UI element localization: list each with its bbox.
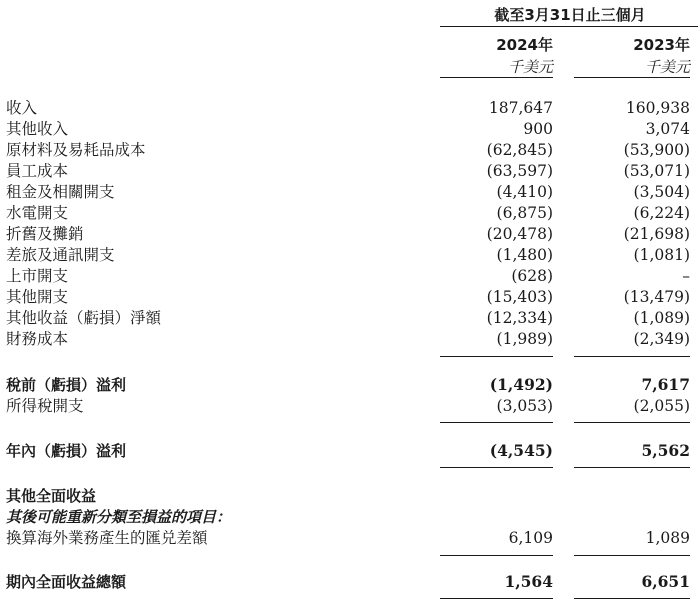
- row-label-materials: 原材料及易耗品成本: [6, 141, 146, 159]
- row-value-2023: (1,089): [633, 309, 690, 327]
- row-value-2023: (13,479): [623, 288, 690, 306]
- row-label-finance-costs: 財務成本: [6, 330, 69, 348]
- row-label-other-income: 其他收入: [6, 120, 69, 138]
- subtotal-line-2023: [574, 356, 690, 357]
- row-value-2023: (3,504): [633, 183, 690, 201]
- row-value-2023: 160,938: [625, 99, 690, 117]
- row-label-pretax: 稅前（虧損）溢利: [6, 376, 127, 394]
- row-value-2023: (1,081): [633, 246, 690, 264]
- row-value-2024: (15,403): [486, 288, 553, 306]
- row-value-2023: 1,089: [645, 529, 690, 547]
- row-label-income-tax: 所得稅開支: [6, 397, 84, 415]
- row-label-other-gains: 其他收益（虧損）淨額: [6, 309, 162, 327]
- row-value-2023: (6,224): [633, 204, 690, 222]
- header-divider: [440, 26, 698, 27]
- row-value-2024: (1,492): [489, 375, 553, 394]
- row-value-2024: 1,564: [504, 572, 553, 591]
- row-value-2024: (1,480): [496, 246, 553, 264]
- subtotal-line-2024: [440, 555, 553, 556]
- row-label-staff-costs: 員工成本: [6, 162, 69, 180]
- row-value-2023: (21,698): [623, 225, 690, 243]
- row-value-2024: (12,334): [486, 309, 553, 327]
- row-label-travel: 差旅及通訊開支: [6, 246, 115, 264]
- subtotal-line-2023: [574, 422, 690, 423]
- row-label-rent: 租金及相關開支: [6, 183, 115, 201]
- row-value-2024: (628): [511, 267, 553, 285]
- row-label-listing: 上市開支: [6, 267, 69, 285]
- row-value-2024: (4,410): [496, 183, 553, 201]
- row-value-2023: (2,349): [633, 330, 690, 348]
- row-value-2023: 3,074: [645, 120, 690, 138]
- row-value-2024: (3,053): [496, 397, 553, 415]
- row-value-2023: 5,562: [641, 441, 690, 460]
- col-2024-year: 2024年: [496, 36, 553, 54]
- row-value-2023: (53,900): [623, 141, 690, 159]
- row-value-2024: (20,478): [486, 225, 553, 243]
- final-line-2024: [440, 598, 553, 599]
- row-value-2024: (1,989): [496, 330, 553, 348]
- total-line-2024: [440, 467, 553, 468]
- row-value-2024: (63,597): [486, 162, 553, 180]
- subtotal-line-2024: [440, 422, 553, 423]
- period-header: 截至3月31日止三個月: [494, 6, 646, 24]
- unit-underline-2024: [440, 77, 553, 78]
- row-label-depreciation: 折舊及攤銷: [6, 225, 84, 243]
- row-value-2024: 187,647: [488, 99, 553, 117]
- row-label-revenue: 收入: [6, 99, 38, 117]
- row-value-2023: (2,055): [633, 397, 690, 415]
- final-line-2023: [574, 598, 690, 599]
- row-value-2024: (6,875): [496, 204, 553, 222]
- row-label-reclass-heading: 其後可能重新分類至損益的項目：: [6, 508, 232, 526]
- unit-underline-2023: [574, 77, 690, 78]
- subtotal-line-2023: [574, 555, 690, 556]
- row-label-exchange-diff: 換算海外業務產生的匯兑差額: [6, 529, 208, 547]
- row-value-2024: (4,545): [489, 441, 553, 460]
- subtotal-line-2024: [440, 356, 553, 357]
- row-value-2024: (62,845): [486, 141, 553, 159]
- row-label-oci-heading: 其他全面收益: [6, 487, 97, 505]
- col-2023-unit: 千美元: [644, 58, 690, 76]
- total-line-2023: [574, 467, 690, 468]
- col-2024-unit: 千美元: [507, 58, 553, 76]
- row-label-total-ci: 期內全面收益總額: [6, 573, 127, 591]
- row-label-year-profit: 年內（虧損）溢利: [6, 442, 127, 460]
- row-label-utilities: 水電開支: [6, 204, 69, 222]
- row-value-2023: 6,651: [641, 572, 690, 591]
- col-2023-year: 2023年: [633, 36, 690, 54]
- row-value-2023: 7,617: [641, 375, 690, 394]
- row-value-2024: 6,109: [508, 529, 553, 547]
- row-label-other-expenses: 其他開支: [6, 288, 69, 306]
- row-value-2023: –: [682, 267, 690, 285]
- row-value-2023: (53,071): [623, 162, 690, 180]
- row-value-2024: 900: [523, 120, 553, 138]
